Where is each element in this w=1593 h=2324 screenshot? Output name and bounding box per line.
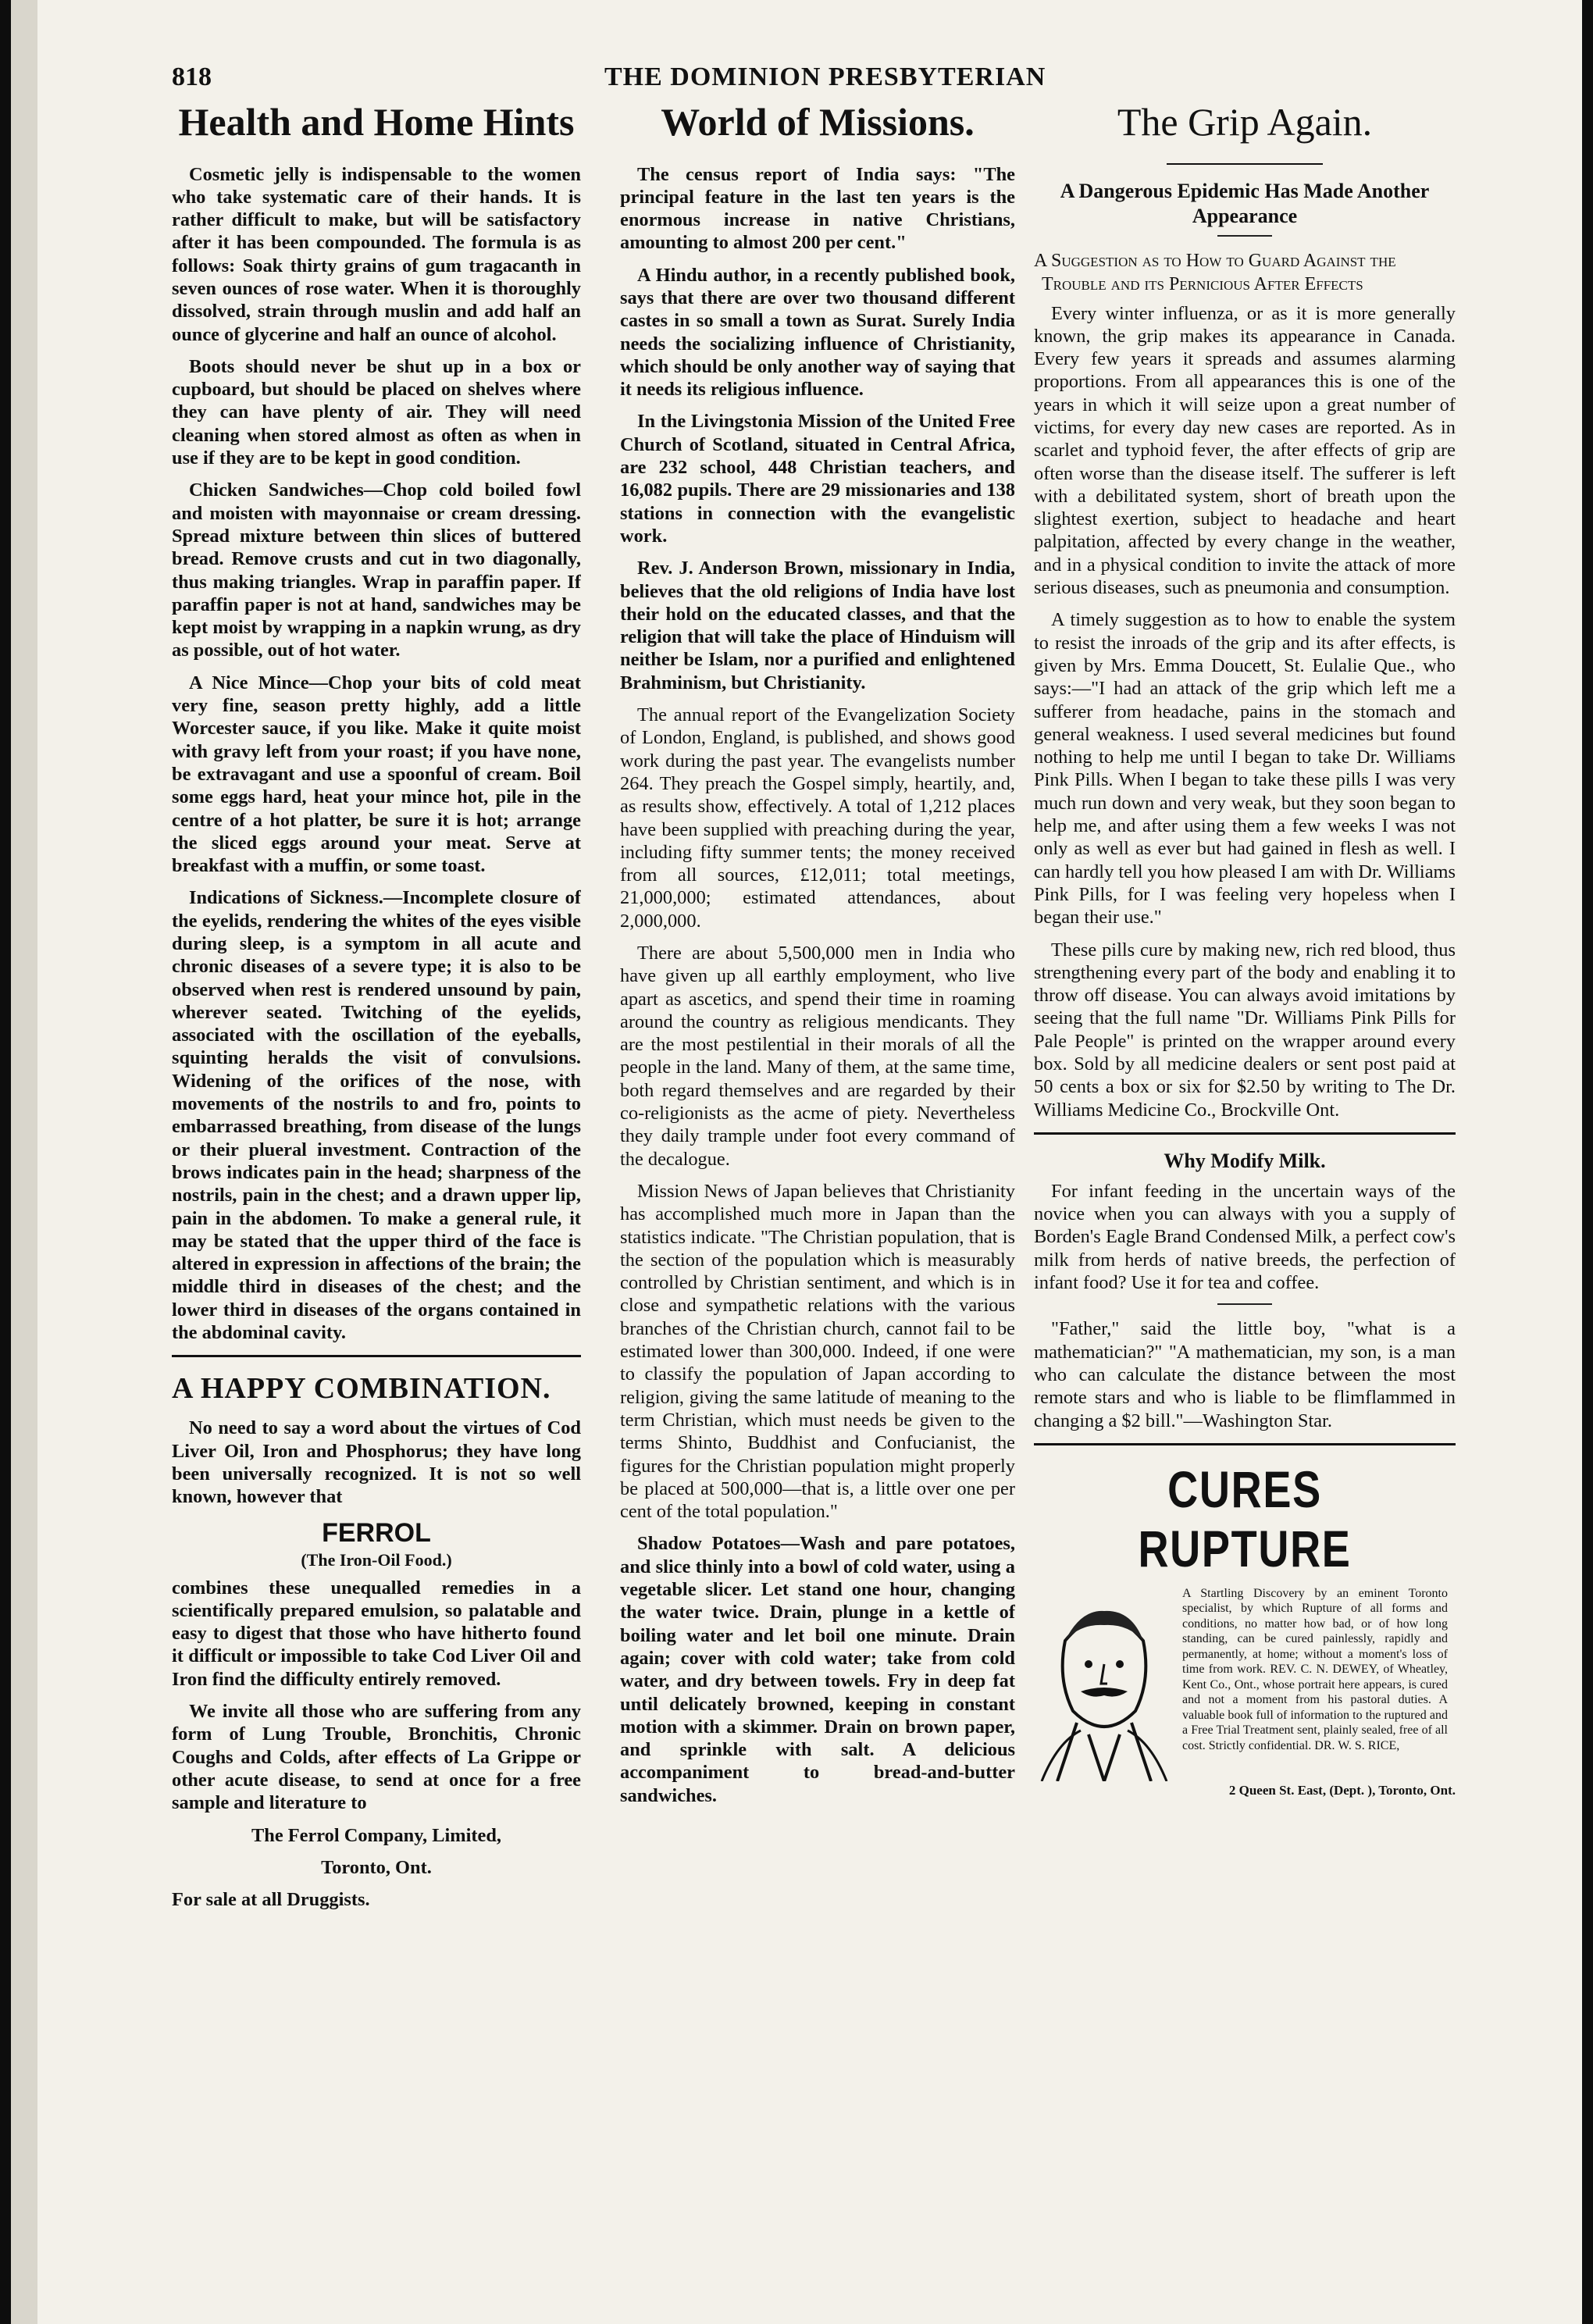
ad-paragraph: combines these unequalled remedies in a scientifically prepared emulsion, so palatable and easy to digest that those who have hitherto found it difficult or impossible to take Cod Liver Oil and Iron find the difficulty entirely removed. <box>172 1577 581 1690</box>
section-title-grip: The Grip Again. <box>1117 102 1373 144</box>
ad-brand-subtitle: (The Iron-Oil Food.) <box>301 1549 452 1570</box>
divider <box>172 1355 581 1357</box>
column-world-of-missions <box>620 102 1015 2241</box>
ad-brand: FERROL <box>322 1517 431 1548</box>
divider <box>1217 235 1272 237</box>
paragraph: There are about 5,500,000 men in India who have given up all earthly employment, who live apart as ascetics, and spend their time in roaming around the country as religious mendicants. They are the most pestilential in their morals of all the people in the land. Many of them, at the same time, both regard themselves and are regarded by their co-religionists as the acme of piety. Nevertheless they daily trample under foot every command of the decalogue. <box>620 943 1015 1170</box>
ad-address: 2 Queen St. East, (Dept. ), Toronto, Ont. <box>1228 1782 1456 1798</box>
portrait-illustration <box>1034 1586 1174 1781</box>
ad-paragraph: We invite all those who are suffering from any form of Lung Trouble, Bronchitis, Chronic Coughs and Colds, after effects of La Grippe or other acute disease, to send at once for a free sample and literature to <box>172 1701 581 1814</box>
section-title-missions: World of Missions. <box>661 102 975 144</box>
paragraph: In the Livingstonia Mission of the United Free Church of Scotland, situated in Central Africa, are 232 school, 448 Christian teachers, and 16,082 pupils. There are 29 missionaries and 138 stations in connection with the evangelistic work. <box>620 411 1015 547</box>
ad-city: Toronto, Ont. <box>321 1856 432 1878</box>
column-health-home-hints <box>172 102 581 2241</box>
page-number: 818 <box>172 62 212 91</box>
paragraph: Cosmetic jelly is indispensable to the women who take systematic care of their hands. It is rather difficult to make, but will be satisfactory after it has been compounded. The formula is as follows: Soak thirty grains of gum tragacanth in seven ounces of rose water. When it is thoroughly dissolved, strain through muslin and add half an ounce of glycerine and half an ounce of alcohol. <box>172 163 581 345</box>
paragraph: A Hindu author, in a recently published book, says that there are over two thousand different castes in so small a town as Surat. Surely India needs the socializing influence of Christianity, which should be only another way of saying that it needs its religious influence. <box>620 264 1015 401</box>
newspaper-page <box>11 0 1582 2324</box>
divider <box>1034 1443 1456 1445</box>
running-head: THE DOMINION PRESBYTERIAN <box>604 62 1046 91</box>
paragraph: A timely suggestion as to how to enable the system to resist the inroads of the grip and its after effects, is given by Mrs. Emma Doucett, St. Eulalie Que., who says:—"I had an attack of the grip which left me a sufferer from headache, pains in the stomach and general weakness. I used several medicines but found nothing to help me until I began to take Dr. Williams Pink Pills. When I began to take these pills I was very much run down and very weak, but they soon began to help me, and after using them a few weeks I was not only as well as ever but had gained in flesh as well. I can hardly tell you how pleased I am with Dr. Williams Pink Pills, for I was feeling very hopeless when I began their use." <box>1034 609 1456 929</box>
ad-body <box>1034 1586 1456 1781</box>
paragraph: Mission News of Japan believes that Christianity has accomplished much more in Japan than the statistics indicate. "The Christian population, that is the section of the population which is measurably controlled by Christian sentiment, and which is in close and sympathetic relations with the various branches of the Christian church, cannot fail to be estimated lower than 300,000. Indeed, if one were to classify the population of Japan according to religion, giving the same latitude of meaning to the term Christian, which must needs be given to the terms Shinto, Buddhist and Confucianist, the figures for the Christian population might properly be placed at 500,000—that is, a little over one per cent of the total population." <box>620 1180 1015 1523</box>
paragraph: Shadow Potatoes—Wash and pare potatoes, and slice thinly into a bowl of cold water, using a vegetable slicer. Let stand one hour, changing the water twice. Drain, plunge in a kettle of boiling water and let boil one minute. Drain again; cover with cold water; take from cold water, and dry between towels. Fry in deep fat until delicately browned, keeping in constant motion with a skimmer. Drain on brown paper, and sprinkle with salt. A delicious accompaniment to bread-and-butter sandwiches. <box>620 1533 1015 1806</box>
article-subhead: A Dangerous Epidemic Has Made Another Appearance <box>1060 179 1430 227</box>
divider <box>1217 1303 1272 1305</box>
paragraph: Every winter influenza, or as it is more generally known, the grip makes its appearance in Canada. Every few years it spreads and assumes alarming proportions. From all appearances this is one of the years in which it will seize upon a great number of victims, for every day new cases are reported. As in scarlet and typhoid fever, the after effects of grip are often worse than the disease itself. The sufferer is left with a debilitated system, short of breath upon the slightest exertion, subject to headache and heart palpitation, affected by every change in the weather, and in a physical condition to invite the attack of more serious diseases, such as pneumonia and consumption. <box>1034 302 1456 599</box>
paragraph: These pills cure by making new, rich red blood, thus strengthening every part of the body and enabling it to throw off disease. You can always avoid imitations by seeing that the full name "Dr. Williams Pink Pills for Pale People" is printed on the wrapper around every box. Sold by all medicine dealers or sent post paid at 50 cents a box or six for $2.50 by writing to The Dr. Williams Medicine Co., Brockville Ont. <box>1034 939 1456 1121</box>
section-title-health: Health and Home Hints <box>178 102 575 144</box>
paragraph: Rev. J. Anderson Brown, missionary in India, believes that the old religions of India have lost their hold on the educated classes, and that the religion that will take the place of Hinduism will neither be Islam, nor a purified and enlightened Brahminism, but Christianity. <box>620 558 1015 693</box>
milk-title: Why Modify Milk. <box>1164 1149 1326 1172</box>
paragraph: For infant feeding in the uncertain ways of the novice when you can always with you a supply of Borden's Eagle Brand Condensed Milk, a perfect cow's milk from herds of native breeds, the perfection of infant food? Use it for tea and coffee. <box>1034 1180 1456 1294</box>
ad-text: A Startling Discovery by an eminent Toronto specialist, by which Rupture of all forms and conditions, no matter how bad, or of how long standing, can be cured painlessly, rapidly and permanently, at home; without a moment's loss of time from work. REV. C. N. DEWEY, of Wheatley, Kent Co., Ont., whose portrait here appears, is cured and not a moment from his pastoral duties. A valuable book full of information to the ruptured and a Free Trial Treatment sent, plainly sealed, free of all cost. Strictly confidential. DR. W. S. RICE, <box>1182 1586 1448 1752</box>
ad-paragraph: No need to say a word about the virtues of Cod Liver Oil, Iron and Phosphorus; they have long been universally recognized. It is not so well known, however that <box>172 1417 581 1508</box>
page-edge <box>11 0 37 2324</box>
ferrol-advertisement <box>172 1371 581 1911</box>
ad-company: The Ferrol Company, Limited, <box>251 1824 501 1846</box>
paragraph: The annual report of the Evangelization Society of London, England, is published, and shows good work during the past year. The evangelists number 264. They preach the Gospel simply, heartily, and, as results show, effectively. A total of 1,212 places have been supplied with preaching during the year, including fifty summer tents; the money received from all sources, £12,011; total meetings, 21,000,000; estimated attendances, about 2,000,000. <box>620 704 1015 932</box>
article-deck: A Suggestion as to How to Guard Against the Trouble and its Pernicious After Effects <box>1034 250 1396 294</box>
paragraph: "Father," said the little boy, "what is a mathematician?" "A mathematician, my son, is a man who can calculate the distance between the most remote stars and who is liable to be flimflammed in changing a $2 bill."—Washington Star. <box>1034 1318 1456 1431</box>
divider <box>1167 163 1323 165</box>
paragraph: Indications of Sickness.—Incomplete closure of the eyelids, rendering the whites of the eyes visible during sleep, is a symptom in all acute and chronic diseases of a severe type; it is also to be observed when rest is rendered unsound by pain, wherever seated. Twitching of the eyelids, associated with the oscillation of the eyeballs, squinting heralds the visit of convulsions. Widening of the orifices of the nose, with movements of the nostrils to and fro, points to embarrassed breathing, from disease of the lungs or their plueral investment. Contraction of the brows indicates pain in the head; sharpness of the nostrils, pain in the chest; and a drawn upper lip, pain in the abdomen. To make a general rule, it may be stated that the upper third of the face is altered in expression in affections of the brain; the middle third in diseases of the chest; and the lower third in diseases of the organs contained in the abdominal cavity. <box>172 887 581 1344</box>
paragraph: Chicken Sandwiches—Chop cold boiled fowl and moisten with mayonnaise or cream dressing. Spread mixture between thin slices of buttered bread. Remove crusts and cut in two diagonally, thus making triangles. Wrap in paraffin paper. If paraffin paper is not at hand, sandwiches may be kept moist by wrapping in a napkin wrung, as dry as possible, out of hot water. <box>172 479 581 661</box>
ad-headline: A HAPPY COMBINATION. <box>172 1372 551 1406</box>
ad-sale-note: For sale at all Druggists. <box>172 1889 370 1911</box>
paragraph: The census report of India says: "The principal feature in the last ten years is the enormous increase in native Christians, amounting to almost 200 per cent." <box>620 163 1015 254</box>
rupture-advertisement <box>1034 1460 1456 1798</box>
ad-headline: CURES RUPTURE <box>1138 1460 1352 1577</box>
column-grip-again <box>1034 102 1456 2241</box>
divider <box>1034 1132 1456 1135</box>
paragraph: A Nice Mince—Chop your bits of cold meat very fine, season pretty highly, add a little Worcester sauce, if you like. Make it quite moist with gravy left from your roast; if you have none, be extravagant and use a spoonful of cream. Boil some eggs hard, heat your mince hot, pile in the centre of a hot platter, be sure it is hot; arrange the sliced eggs around your meat. Serve at breakfast with a muffin, or some toast. <box>172 672 581 877</box>
paragraph: Boots should never be shut up in a box or cupboard, but should be placed on shelves where they can have plenty of air. They will need cleaning when stored almost as often as when in use if they are to be kept in good condition. <box>172 355 581 469</box>
